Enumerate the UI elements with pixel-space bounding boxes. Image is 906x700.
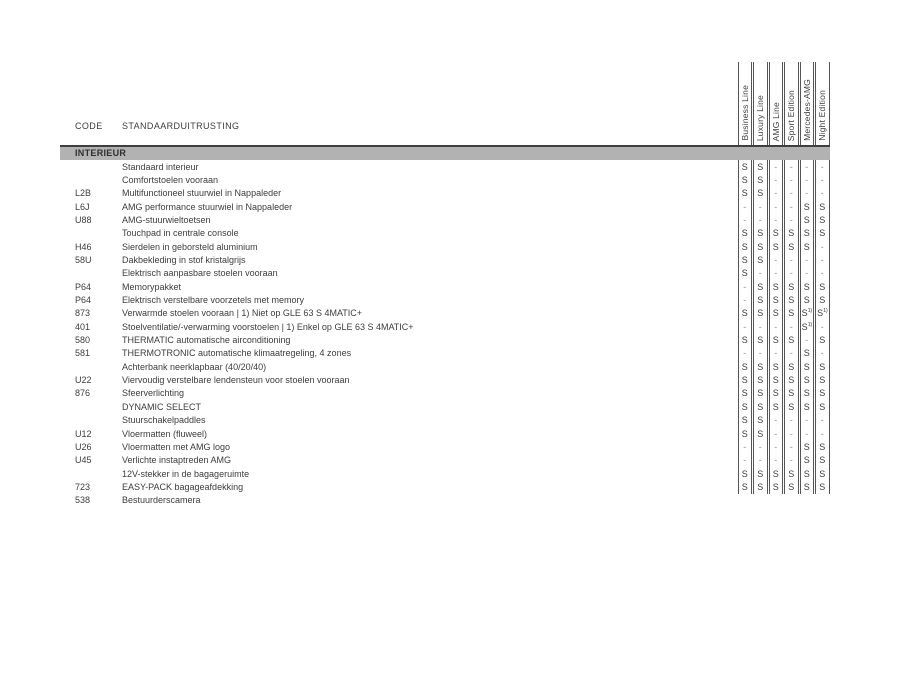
- availability-cell: -: [743, 281, 747, 292]
- availability-cell: S: [803, 281, 810, 292]
- row-label: 12V-stekker in de bagageruimte: [122, 468, 250, 479]
- availability-cell: S: [819, 361, 826, 372]
- availability-cell: S: [772, 335, 779, 346]
- availability-cell: -: [789, 161, 793, 172]
- column-header-label: Night Edition: [817, 90, 828, 141]
- availability-cell: S: [819, 468, 826, 479]
- availability-cell: S: [741, 161, 748, 172]
- availability-cell: S: [803, 375, 810, 386]
- row-label: Dakbekleding in stof kristalgrijs: [122, 254, 246, 265]
- row-label: Sfeerverlichting: [122, 388, 185, 399]
- availability-cell: S: [741, 361, 748, 372]
- table-row: [0, 428, 736, 441]
- availability-cell: S: [772, 308, 779, 319]
- availability-cell: -: [789, 455, 793, 466]
- availability-cell: S: [757, 161, 764, 172]
- availability-cell: S: [803, 241, 810, 252]
- row-code: 401: [75, 321, 91, 332]
- availability-cell: S: [757, 401, 764, 412]
- row-label: AMG-stuurwieltoetsen: [122, 214, 211, 225]
- row-label: Memorypakket: [122, 281, 182, 292]
- availability-cell: -: [789, 441, 793, 452]
- availability-cell: -: [774, 268, 778, 279]
- availability-cell: S: [757, 228, 764, 239]
- availability-cell: S: [803, 214, 810, 225]
- section-title: INTERIEUR: [75, 148, 127, 158]
- column-header-label: AMG Line: [770, 101, 781, 141]
- availability-cell: S: [803, 228, 810, 239]
- table-row: [0, 227, 736, 240]
- availability-cell: -: [774, 455, 778, 466]
- availability-cell: S: [741, 308, 748, 319]
- row-label: Touchpad in centrale console: [122, 228, 239, 239]
- row-code: U12: [75, 428, 92, 439]
- availability-cell: -: [774, 441, 778, 452]
- availability-cell: S: [819, 441, 826, 452]
- availability-cell: -: [820, 268, 824, 279]
- availability-cell: S: [741, 228, 748, 239]
- table-row: [0, 187, 736, 200]
- table-row: [0, 294, 736, 307]
- availability-cell: S: [803, 388, 810, 399]
- availability-cell: -: [758, 268, 762, 279]
- row-code: 58U: [75, 254, 92, 265]
- row-label: Multifunctioneel stuurwiel in Nappaleder: [122, 188, 282, 199]
- availability-cell: -: [774, 174, 778, 185]
- row-code: L2B: [75, 188, 92, 199]
- availability-cell: S: [819, 335, 826, 346]
- column-header-label: Sport Edition: [786, 89, 797, 141]
- availability-cell: -: [758, 455, 762, 466]
- availability-cell: -: [774, 188, 778, 199]
- availability-cell: -: [743, 201, 747, 212]
- availability-cell: S: [803, 441, 810, 452]
- availability-cell: S: [741, 268, 748, 279]
- row-label: Elektrisch verstelbare voorzetels met memory: [122, 295, 305, 305]
- row-code: 581: [75, 348, 91, 359]
- availability-cell: -: [743, 321, 747, 332]
- availability-cell: S: [788, 361, 795, 372]
- availability-cell: -: [805, 254, 809, 265]
- availability-cell: S: [772, 388, 779, 399]
- availability-cell: -: [820, 188, 824, 199]
- availability-cell: S: [819, 481, 826, 492]
- availability-cell: S: [741, 388, 748, 399]
- availability-cell: -: [805, 428, 809, 439]
- availability-cell: -: [743, 295, 747, 305]
- availability-cell: -: [743, 455, 747, 466]
- availability-cell: -: [743, 214, 747, 225]
- availability-cell: -: [820, 321, 824, 332]
- availability-cell: -: [805, 188, 809, 199]
- availability-cell: S: [819, 214, 826, 225]
- availability-cell: S: [788, 388, 795, 399]
- availability-cell: -: [774, 201, 778, 212]
- availability-cell: S: [803, 468, 810, 479]
- availability-cell: S: [803, 201, 810, 212]
- availability-cell: -: [743, 441, 747, 452]
- availability-cell: -: [820, 348, 824, 359]
- availability-cell: -: [789, 268, 793, 279]
- availability-cell: $S^{1)}$: [801, 308, 812, 319]
- row-code: P64: [75, 281, 92, 292]
- availability-cell: S: [772, 375, 779, 386]
- row-code: 580: [75, 335, 91, 346]
- availability-cell: S: [772, 481, 779, 492]
- availability-cell: S: [788, 335, 795, 346]
- availability-cell: S: [788, 375, 795, 386]
- availability-cell: S: [788, 308, 795, 319]
- availability-cell: S: [803, 481, 810, 492]
- availability-cell: S: [803, 361, 810, 372]
- availability-cell: -: [774, 214, 778, 225]
- row-label: Sierdelen in geborsteld aluminium: [122, 241, 258, 252]
- availability-cell: S: [788, 281, 795, 292]
- availability-cell: S: [741, 401, 748, 412]
- row-label: Verlichte instaptreden AMG: [122, 455, 232, 466]
- availability-cell: S: [819, 375, 826, 386]
- availability-cell: S: [788, 468, 795, 479]
- availability-cell: -: [820, 428, 824, 439]
- availability-cell: S: [819, 455, 826, 466]
- availability-cell: S: [788, 241, 795, 252]
- availability-cell: -: [805, 161, 809, 172]
- availability-cell: S: [757, 468, 764, 479]
- availability-cell: S: [772, 228, 779, 239]
- availability-cell: -: [789, 188, 793, 199]
- table-row: [0, 254, 736, 267]
- table-row: [0, 267, 736, 280]
- availability-cell: -: [758, 348, 762, 359]
- row-code: U45: [75, 455, 92, 466]
- availability-cell: S: [757, 188, 764, 199]
- row-label: Vloermatten (fluweel): [122, 428, 208, 439]
- availability-cell: S: [757, 295, 764, 305]
- row-label: Comfortstoelen vooraan: [122, 174, 219, 185]
- table-row: [0, 161, 736, 174]
- row-label: Stoelventilatie/-verwarming voorstoelen | 1) Enkel op GLE 63 S 4MATIC+: [122, 321, 414, 332]
- table-row: [0, 281, 736, 294]
- availability-cell: S: [803, 295, 810, 305]
- availability-cell: S: [757, 375, 764, 386]
- availability-cell: S: [788, 228, 795, 239]
- availability-cell: -: [820, 241, 824, 252]
- equipment-column-header: STANDAARDUITRUSTING: [122, 121, 240, 131]
- availability-cell: -: [805, 174, 809, 185]
- availability-cell: S: [772, 295, 779, 305]
- availability-cell: S: [757, 254, 764, 265]
- availability-cell: -: [789, 254, 793, 265]
- row-code: U88: [75, 214, 92, 225]
- availability-cell: S: [819, 281, 826, 292]
- row-code: U26: [75, 441, 92, 452]
- row-code: 723: [75, 481, 91, 492]
- row-code: P64: [75, 295, 92, 305]
- availability-cell: -: [774, 161, 778, 172]
- availability-cell: -: [758, 201, 762, 212]
- row-code: 876: [75, 388, 91, 399]
- footnote-superscript: 1): [807, 321, 812, 328]
- availability-cell: -: [743, 348, 747, 359]
- availability-cell: -: [774, 415, 778, 426]
- code-column-header: CODE: [75, 121, 103, 131]
- column-header-label: Business Line: [739, 85, 750, 141]
- availability-cell: -: [774, 428, 778, 439]
- availability-cell: S: [819, 228, 826, 239]
- table-row: [0, 174, 736, 187]
- availability-cell: S: [819, 388, 826, 399]
- availability-cell: S: [819, 401, 826, 412]
- availability-cell: -: [758, 214, 762, 225]
- availability-cell: S: [741, 428, 748, 439]
- availability-cell: -: [789, 214, 793, 225]
- table-row: [0, 481, 736, 494]
- availability-cell: S: [803, 455, 810, 466]
- table-row: [0, 334, 736, 347]
- availability-cell: S: [741, 188, 748, 199]
- availability-cell: S: [741, 375, 748, 386]
- availability-cell: S: [741, 254, 748, 265]
- row-code: U22: [75, 375, 92, 386]
- row-label: EASY-PACK bagageafdekking: [122, 481, 244, 492]
- availability-cell: -: [758, 441, 762, 452]
- row-code: H46: [75, 241, 92, 252]
- availability-cell: S: [788, 401, 795, 412]
- availability-cell: S: [757, 388, 764, 399]
- availability-cell: S: [772, 468, 779, 479]
- availability-cell: S: [757, 241, 764, 252]
- row-label: Bestuurderscamera: [122, 495, 201, 506]
- table-row: [0, 201, 736, 214]
- availability-cell: S: [757, 428, 764, 439]
- availability-cell: S: [772, 361, 779, 372]
- availability-cell: S: [772, 401, 779, 412]
- availability-cell: -: [758, 321, 762, 332]
- table-row: [0, 441, 736, 454]
- availability-cell: S: [788, 481, 795, 492]
- availability-cell: S: [741, 241, 748, 252]
- availability-cell: S: [757, 174, 764, 185]
- table-row: [0, 321, 736, 334]
- row-label: AMG performance stuurwiel in Nappaleder: [122, 201, 293, 212]
- availability-cell: S: [757, 281, 764, 292]
- availability-cell: S: [819, 295, 826, 305]
- availability-cell: -: [774, 254, 778, 265]
- availability-cell: $S^{1)}$: [817, 308, 828, 319]
- availability-cell: -: [805, 335, 809, 346]
- table-row: [0, 494, 736, 507]
- availability-cell: $S^{1)}$: [801, 321, 812, 332]
- row-label: THERMOTRONIC automatische klimaatregeling, 4 zones: [122, 348, 352, 359]
- availability-cell: S: [757, 415, 764, 426]
- table-row: [0, 374, 736, 387]
- availability-cell: -: [805, 415, 809, 426]
- row-label: Vloermatten met AMG logo: [122, 441, 231, 452]
- row-label: Achterbank neerklapbaar (40/20/40): [122, 361, 267, 372]
- availability-cell: -: [789, 348, 793, 359]
- footnote-superscript: 1): [807, 308, 812, 315]
- row-code: L6J: [75, 201, 90, 212]
- availability-cell: -: [789, 201, 793, 212]
- table-row: [0, 241, 736, 254]
- availability-cell: S: [741, 415, 748, 426]
- table-row: [0, 401, 736, 414]
- row-label: THERMATIC automatische airconditioning: [122, 335, 291, 346]
- row-label: Viervoudig verstelbare lendensteun voor stoelen vooraan: [122, 375, 350, 386]
- availability-cell: S: [741, 174, 748, 185]
- availability-cell: -: [789, 321, 793, 332]
- table-row: [0, 387, 736, 400]
- availability-cell: S: [757, 308, 764, 319]
- availability-cell: S: [772, 241, 779, 252]
- availability-cell: -: [820, 174, 824, 185]
- table-row: [0, 454, 736, 467]
- row-code: 873: [75, 308, 91, 319]
- availability-cell: S: [757, 481, 764, 492]
- table-row: [0, 361, 736, 374]
- row-label: Verwarmde stoelen vooraan | 1) Niet op GLE 63 S 4MATIC+: [122, 308, 363, 319]
- availability-cell: S: [741, 335, 748, 346]
- table-row: [0, 307, 736, 320]
- availability-cell: -: [789, 174, 793, 185]
- table-row: [0, 468, 736, 481]
- availability-cell: S: [772, 281, 779, 292]
- availability-cell: -: [820, 161, 824, 172]
- availability-cell: -: [820, 254, 824, 265]
- column-header-label: Luxury Line: [755, 94, 766, 141]
- availability-cell: S: [741, 481, 748, 492]
- availability-cell: S: [819, 201, 826, 212]
- availability-cell: S: [788, 295, 795, 305]
- availability-cell: -: [774, 321, 778, 332]
- row-label: Elektrisch aanpasbare stoelen vooraan: [122, 268, 278, 279]
- row-code: 538: [75, 495, 91, 506]
- availability-cell: -: [774, 348, 778, 359]
- availability-cell: S: [803, 401, 810, 412]
- availability-cell: S: [741, 468, 748, 479]
- availability-cell: S: [803, 348, 810, 359]
- availability-cell: S: [757, 335, 764, 346]
- row-label: DYNAMIC SELECT: [122, 401, 202, 412]
- column-header-label: Mercedes-AMG: [801, 79, 812, 141]
- table-row: [0, 347, 736, 360]
- section-header-bar: [60, 147, 830, 160]
- row-label: Stuurschakelpaddles: [122, 415, 206, 426]
- availability-cell: -: [820, 415, 824, 426]
- availability-cell: S: [757, 361, 764, 372]
- row-label: Standaard interieur: [122, 161, 199, 172]
- availability-cell: -: [805, 268, 809, 279]
- footnote-superscript: 1): [823, 308, 828, 315]
- table-row: [0, 214, 736, 227]
- availability-cell: -: [789, 415, 793, 426]
- availability-cell: -: [789, 428, 793, 439]
- table-row: [0, 414, 736, 427]
